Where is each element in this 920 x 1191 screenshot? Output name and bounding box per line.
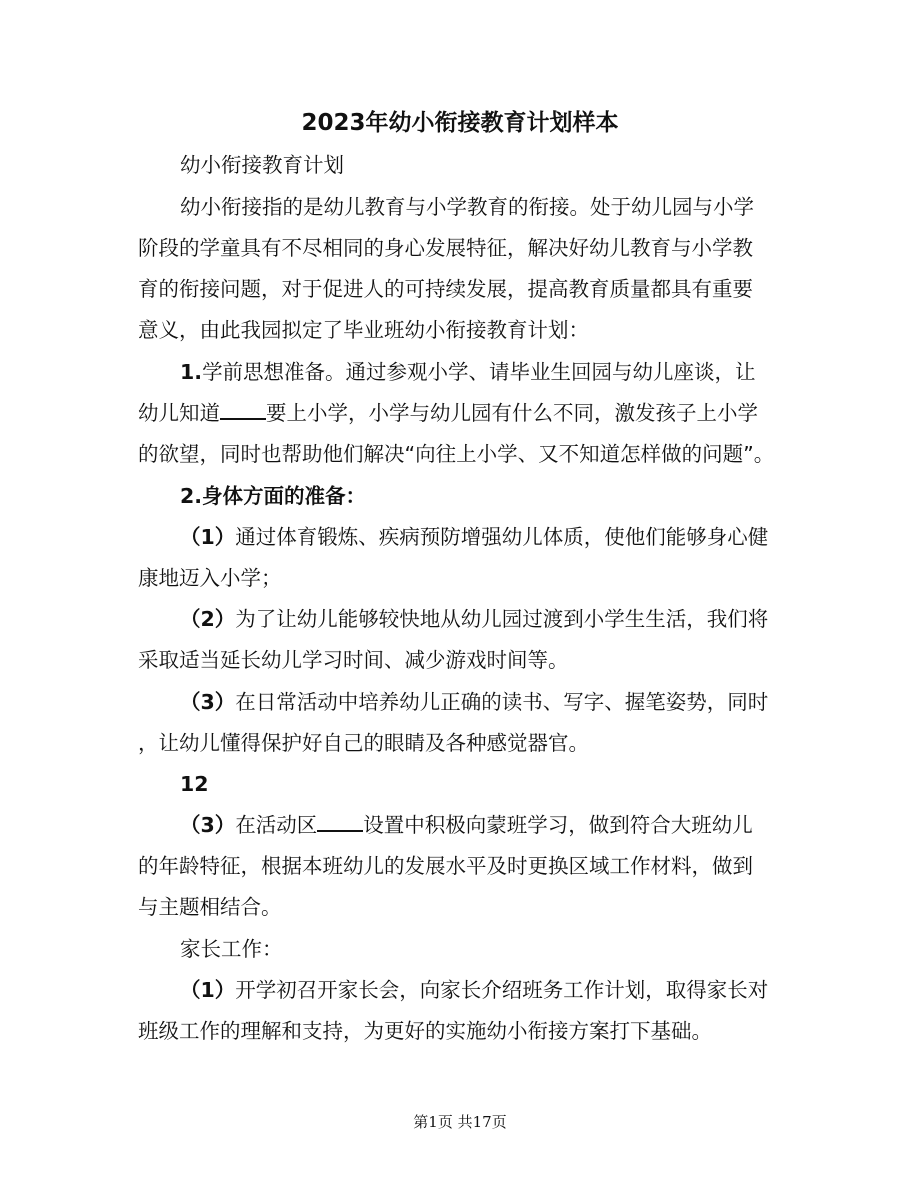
marker-text: 12: [180, 772, 209, 796]
intro-line-2: 阶段的学童具有不尽相同的身心发展特征，解决好幼儿教育与小学教: [138, 236, 753, 260]
point3-line-1: [180, 687, 830, 717]
point5-line-2: 班级工作的理解和支持，为更好的实施幼小衔接方案打下基础。: [138, 1019, 712, 1043]
section1-line-2: [138, 398, 788, 428]
point4-text-1a: 在活动区: [235, 813, 318, 837]
point1-text-1: 通过体育锻炼、疾病预防增强幼儿体质，使他们能够身心健: [235, 525, 769, 549]
section1-number: 1.: [180, 360, 203, 384]
point1-number: （1）: [180, 525, 236, 549]
point3-text-1: 在日常活动中培养幼儿正确的读书、写字、握笔姿势，同时: [235, 690, 769, 714]
subtitle: 幼小衔接教育计划: [180, 153, 344, 177]
section1-line-3: 的欲望，同时也帮助他们解决“向往上小学、又不知道怎样做的问题”。: [138, 442, 775, 466]
intro-line-1: 幼小衔接指的是幼儿教育与小学教育的衔接。处于幼儿园与小学: [180, 195, 754, 219]
point4-text-1b: 设置中积极向蒙班学习，做到符合大班幼儿: [363, 813, 753, 837]
point2-line-1: [180, 604, 830, 634]
point2-number: （2）: [180, 607, 236, 631]
document-title: 2023年幼小衔接教育计划样本: [301, 110, 619, 136]
section1-text-2a: 幼儿知道: [138, 401, 220, 425]
parents-heading: 家长工作：: [180, 937, 283, 961]
point5-text-1: 开学初召开家长会，向家长介绍班务工作计划，取得家长对: [235, 978, 769, 1002]
section1-text-1: 学前思想准备。通过参观小学、请毕业生回园与幼儿座谈，让: [202, 360, 756, 384]
point3-line-2: ，让幼儿懂得保护好自己的眼睛及各种感觉器官。: [138, 731, 589, 755]
page-footer: 第1页 共17页: [413, 1113, 507, 1131]
point2-line-2: 采取适当延长幼儿学习时间、减少游戏时间等。: [138, 648, 569, 672]
intro-line-4: 意义，由此我园拟定了毕业班幼小衔接教育计划：: [138, 318, 589, 342]
fill-in-blank: [220, 400, 266, 420]
point2-text-1: 为了让幼儿能够较快地从幼儿园过渡到小学生生活，我们将: [235, 607, 769, 631]
section1-text-2b: 要上小学，小学与幼儿园有什么不同，激发孩子上小学: [266, 401, 758, 425]
point4-line-2: 的年龄特征，根据本班幼儿的发展水平及时更换区域工作材料，做到: [138, 854, 753, 878]
point4-line-3: 与主题相结合。: [138, 895, 282, 919]
point4-number: （3）: [180, 813, 236, 837]
section1-line-1: [180, 357, 830, 387]
point3-number: （3）: [180, 690, 236, 714]
point1-line-1: [180, 522, 830, 552]
point5-line-1: [180, 975, 830, 1005]
section2-heading: 2.身体方面的准备：: [180, 484, 367, 508]
point5-number: （1）: [180, 978, 236, 1002]
point4-line-1: [180, 810, 830, 840]
intro-line-3: 育的衔接问题，对于促进人的可持续发展，提高教育质量都具有重要: [138, 277, 753, 301]
point1-line-2: 康地迈入小学；: [138, 566, 282, 590]
fill-in-blank: [317, 812, 363, 832]
